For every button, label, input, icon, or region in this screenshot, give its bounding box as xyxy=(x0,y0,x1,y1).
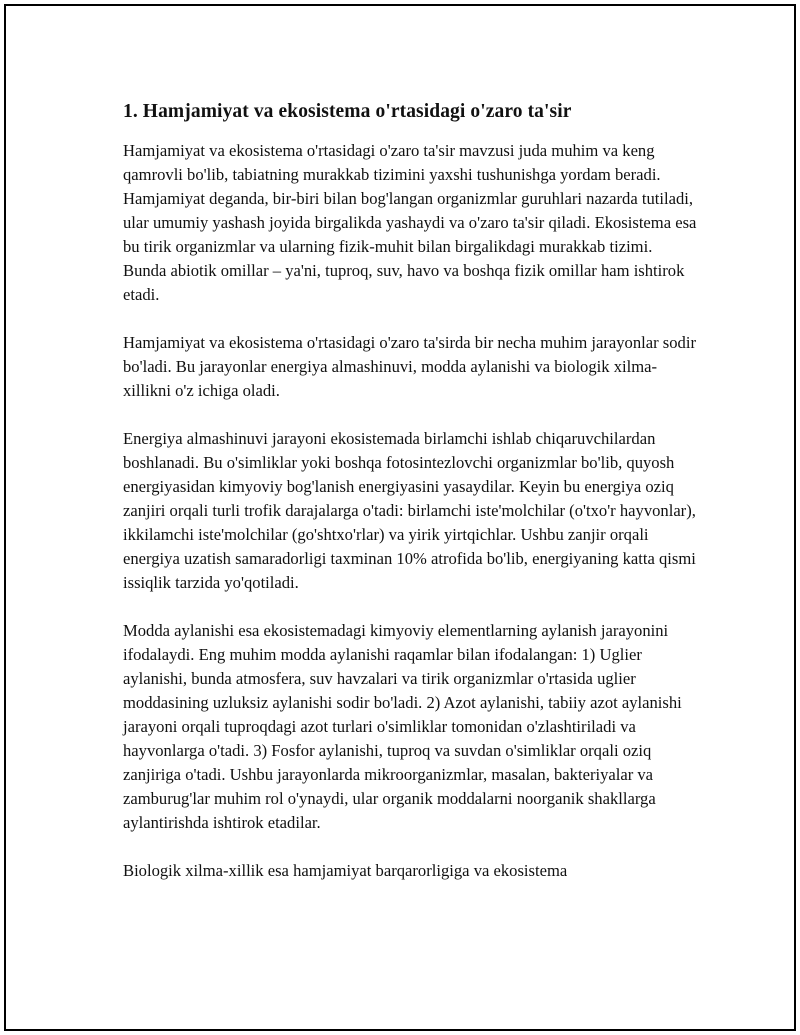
page-frame xyxy=(4,4,796,1031)
paragraph-biodiversity: Biologik xilma-xillik esa hamjamiyat barqarorligiga va ekosistema xyxy=(123,861,568,880)
paragraph-processes: Hamjamiyat va ekosistema o'rtasidagi o'zaro ta'sirda bir necha muhim jarayonlar sodir bo'ladi. Bu jarayonlar energiya almashinuvi, modda aylanishi va biologik xilma-xillikni o'z ichiga oladi. xyxy=(123,333,696,400)
document-body xyxy=(123,98,698,907)
paragraph-intro: Hamjamiyat va ekosistema o'rtasidagi o'zaro ta'sir mavzusi juda muhim va keng qamrovli bo'lib, tabiatning murakkab tizimini yaxshi tushunishga yordam beradi. Hamjamiyat deganda, bir-biri bilan bog'langan organizmlar guruhlari nazarda tutiladi, ular umumiy yashash joyida birgalikda yashaydi va o'zaro ta'sir qiladi. Ekosistema esa bu tirik organizmlar va ularning fizik-muhit bilan birgalikdagi murakkab tizimi. Bunda abiotik omillar – ya'ni, tuproq, suv, havo va boshqa fizik omillar ham ishtirok etadi. xyxy=(123,141,697,304)
section-heading: 1. Hamjamiyat va ekosistema o'rtasidagi o'zaro ta'sir xyxy=(123,101,572,122)
paragraph-energy-exchange: Energiya almashinuvi jarayoni ekosistemada birlamchi ishlab chiqaruvchilardan boshlanadi. Bu o'simliklar yoki boshqa fotosintezlovchi organizmlar bo'lib, quyosh energiyasidan kimyoviy bog'lanish energiyasini yasaydilar. Keyin bu energiya oziq zanjiri orqali turli trofik darajalarga o'tadi: birlamchi iste'molchilar (o'txo'r hayvonlar), ikkilamchi iste'molchilar (go'shtxo'rlar) va yirik yirtqichlar. Ushbu zanjir orqali energiya uzatish samaradorligi taxminan 10% atrofida bo'lib, energiyaning katta qismi issiqlik tarzida yo'qotiladi. xyxy=(123,429,696,592)
paragraph-matter-cycle: Modda aylanishi esa ekosistemadagi kimyoviy elementlarning aylanish jarayonini ifodalaydi. Eng muhim modda aylanishi raqamlar bilan ifodalangan: 1) Uglier aylanishi, bunda atmosfera, suv havzalari va tirik organizmlar o'rtasida uglier moddasining uzluksiz aylanishi sodir bo'ladi. 2) Azot aylanishi, tabiiy azot aylanishi jarayoni orqali tuproqdagi azot turlari o'simliklar tomonidan o'zlashtiriladi va hayvonlarga o'tadi. 3) Fosfor aylanishi, tuproq va suvdan o'simliklar orqali oziq zanjiriga o'tadi. Ushbu jarayonlarda mikroorganizmlar, masalan, bakteriyalar va zamburug'lar muhim rol o'ynaydi, ular organik moddalarni noorganik shakllarga aylantirishda ishtirok etadilar. xyxy=(123,621,682,832)
